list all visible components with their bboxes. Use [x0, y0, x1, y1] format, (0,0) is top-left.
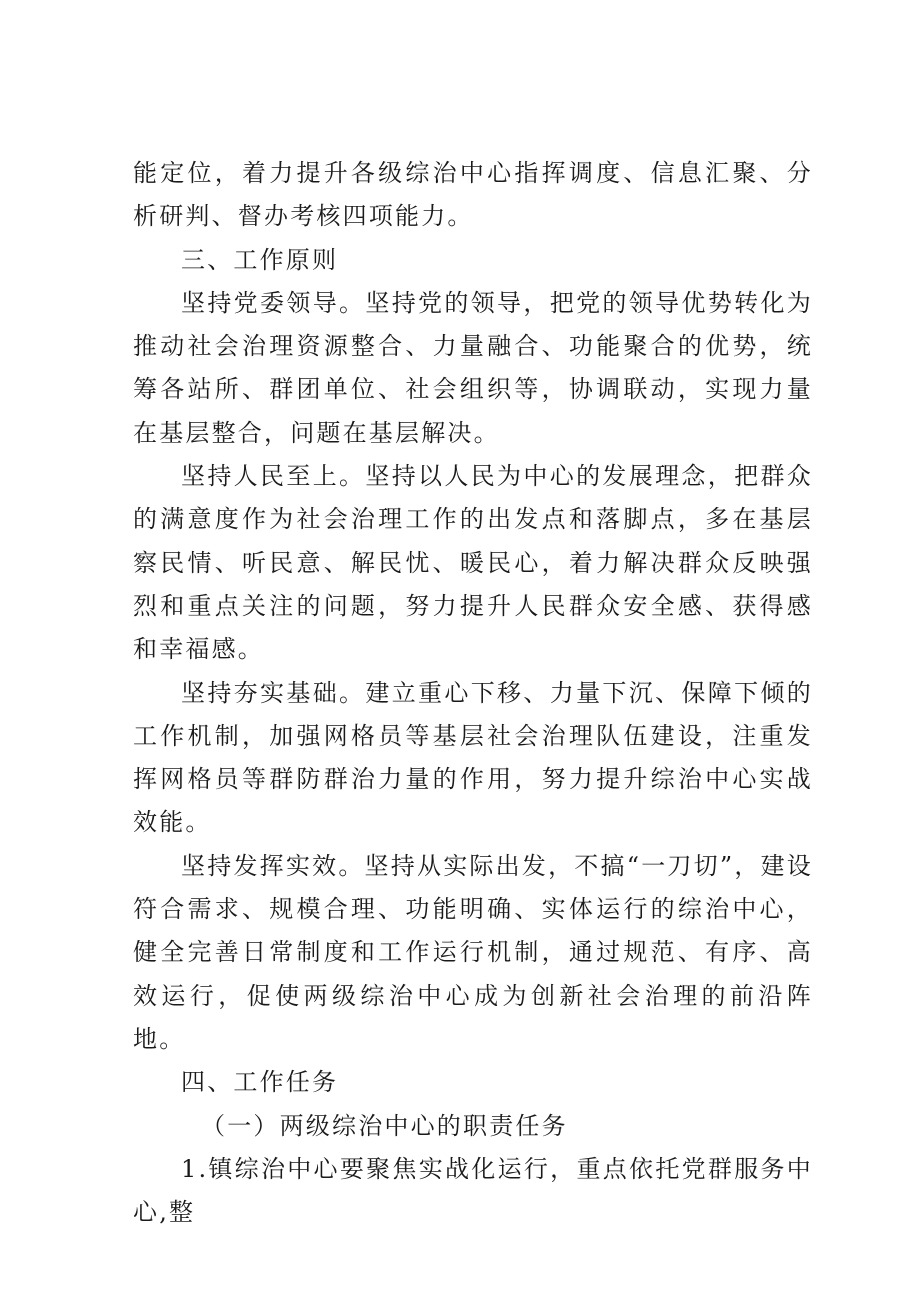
paragraph-practical-effect: 坚持发挥实效。坚持从实际出发，不搞“一刀切”，建设符合需求、规模合理、功能明确、实体运行的综治中心，健全完善日常制度和工作运行机制，通过规范、有序、高效运行，促使两级综治中心成为创新社会治理的前沿阵地。: [133, 851, 813, 1053]
paragraph-people-first: 坚持人民至上。坚持以人民为中心的发展理念，把群众的满意度作为社会治理工作的出发点和落脚点，多在基层察民情、听民意、解民忧、暖民心，着力解决群众反映强烈和重点关注的问题，努力提升人民群众安全感、获得感和幸福感。: [133, 462, 813, 664]
subsection-heading-center-duties: （一）两级综治中心的职责任务: [201, 1111, 568, 1140]
paragraph-solid-foundation: 坚持夯实基础。建立重心下移、力量下沉、保障下倾的工作机制，加强网格员等基层社会治理队伍建设，注重发挥网格员等群防群治力量的作用，努力提升综治中心实战效能。: [133, 678, 813, 837]
document-body: [133, 152, 813, 1234]
paragraph-party-leadership: 坚持党委领导。坚持党的领导，把党的领导优势转化为推动社会治理资源整合、力量融合、功能聚合的优势，统筹各站所、群团单位、社会组织等，协调联动，实现力量在基层整合，问题在基层解决。: [133, 288, 813, 447]
paragraph-item-1: 1.镇综治中心要聚焦实战化运行，重点依托党群服务中心,整: [133, 1154, 813, 1227]
section-heading-work-tasks: 四、工作任务: [181, 1068, 339, 1097]
paragraph-continuation: 能定位，着力提升各级综治中心指挥调度、信息汇聚、分析研判、督办考核四项能力。: [133, 159, 813, 231]
section-heading-work-principles: 三、工作原则: [181, 245, 339, 274]
